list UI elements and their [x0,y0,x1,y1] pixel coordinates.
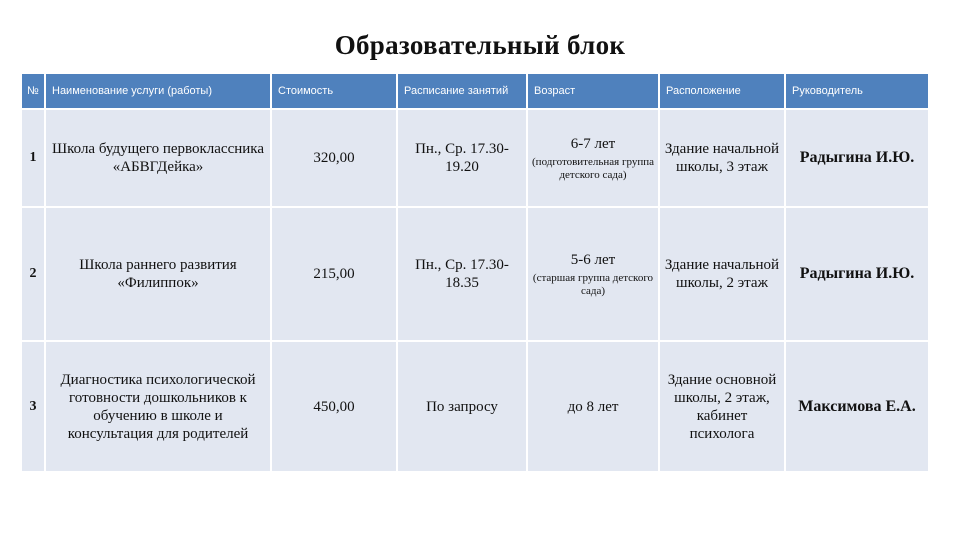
header-age: Возраст [528,74,658,108]
header-service-name: Наименование услуги (работы) [46,74,270,108]
service-name-cell: Диагностика психологической готовности дошкольников к обучению в школе и консультация для родителей [46,342,270,471]
schedule-cell: Пн., Ср. 17.30-19.20 [398,110,526,206]
head-cell: Максимова Е.А. [786,342,928,471]
location-cell: Здание основной школы, 2 этаж, кабинет психолога [660,342,784,471]
header-cost: Стоимость [272,74,396,108]
row-number: 1 [22,110,44,206]
cost-cell: 215,00 [272,208,396,340]
services-table [20,72,930,473]
location-cell: Здание начальной школы, 2 этаж [660,208,784,340]
table-row [22,110,928,206]
schedule-cell: По запросу [398,342,526,471]
head-cell: Радыгина И.Ю. [786,208,928,340]
header-head: Руководитель [786,74,928,108]
age-value: до 8 лет [567,398,619,415]
table-row [22,208,928,340]
age-cell [528,208,658,340]
cost-cell: 450,00 [272,342,396,471]
page-title: Образовательный блок [334,30,626,60]
age-note: (подготовительная группа детского сада) [532,155,654,181]
location-cell: Здание начальной школы, 3 этаж [660,110,784,206]
service-name-cell: Школа будущего первоклассника «АБВГДейка» [46,110,270,206]
header-schedule: Расписание занятий [398,74,526,108]
age-value: 5-6 лет [570,251,616,268]
row-number: 2 [22,208,44,340]
row-number: 3 [22,342,44,471]
age-note: (старшая группа детского сада) [532,271,654,297]
schedule-cell: Пн., Ср. 17.30-18.35 [398,208,526,340]
cost-cell: 320,00 [272,110,396,206]
table-header-row [22,74,928,108]
header-location: Расположение [660,74,784,108]
table-row [22,342,928,471]
header-number: № [22,74,44,108]
age-cell [528,342,658,471]
service-name-cell: Школа раннего развития «Филиппок» [46,208,270,340]
head-cell: Радыгина И.Ю. [786,110,928,206]
age-cell [528,110,658,206]
age-value: 6-7 лет [570,135,616,152]
